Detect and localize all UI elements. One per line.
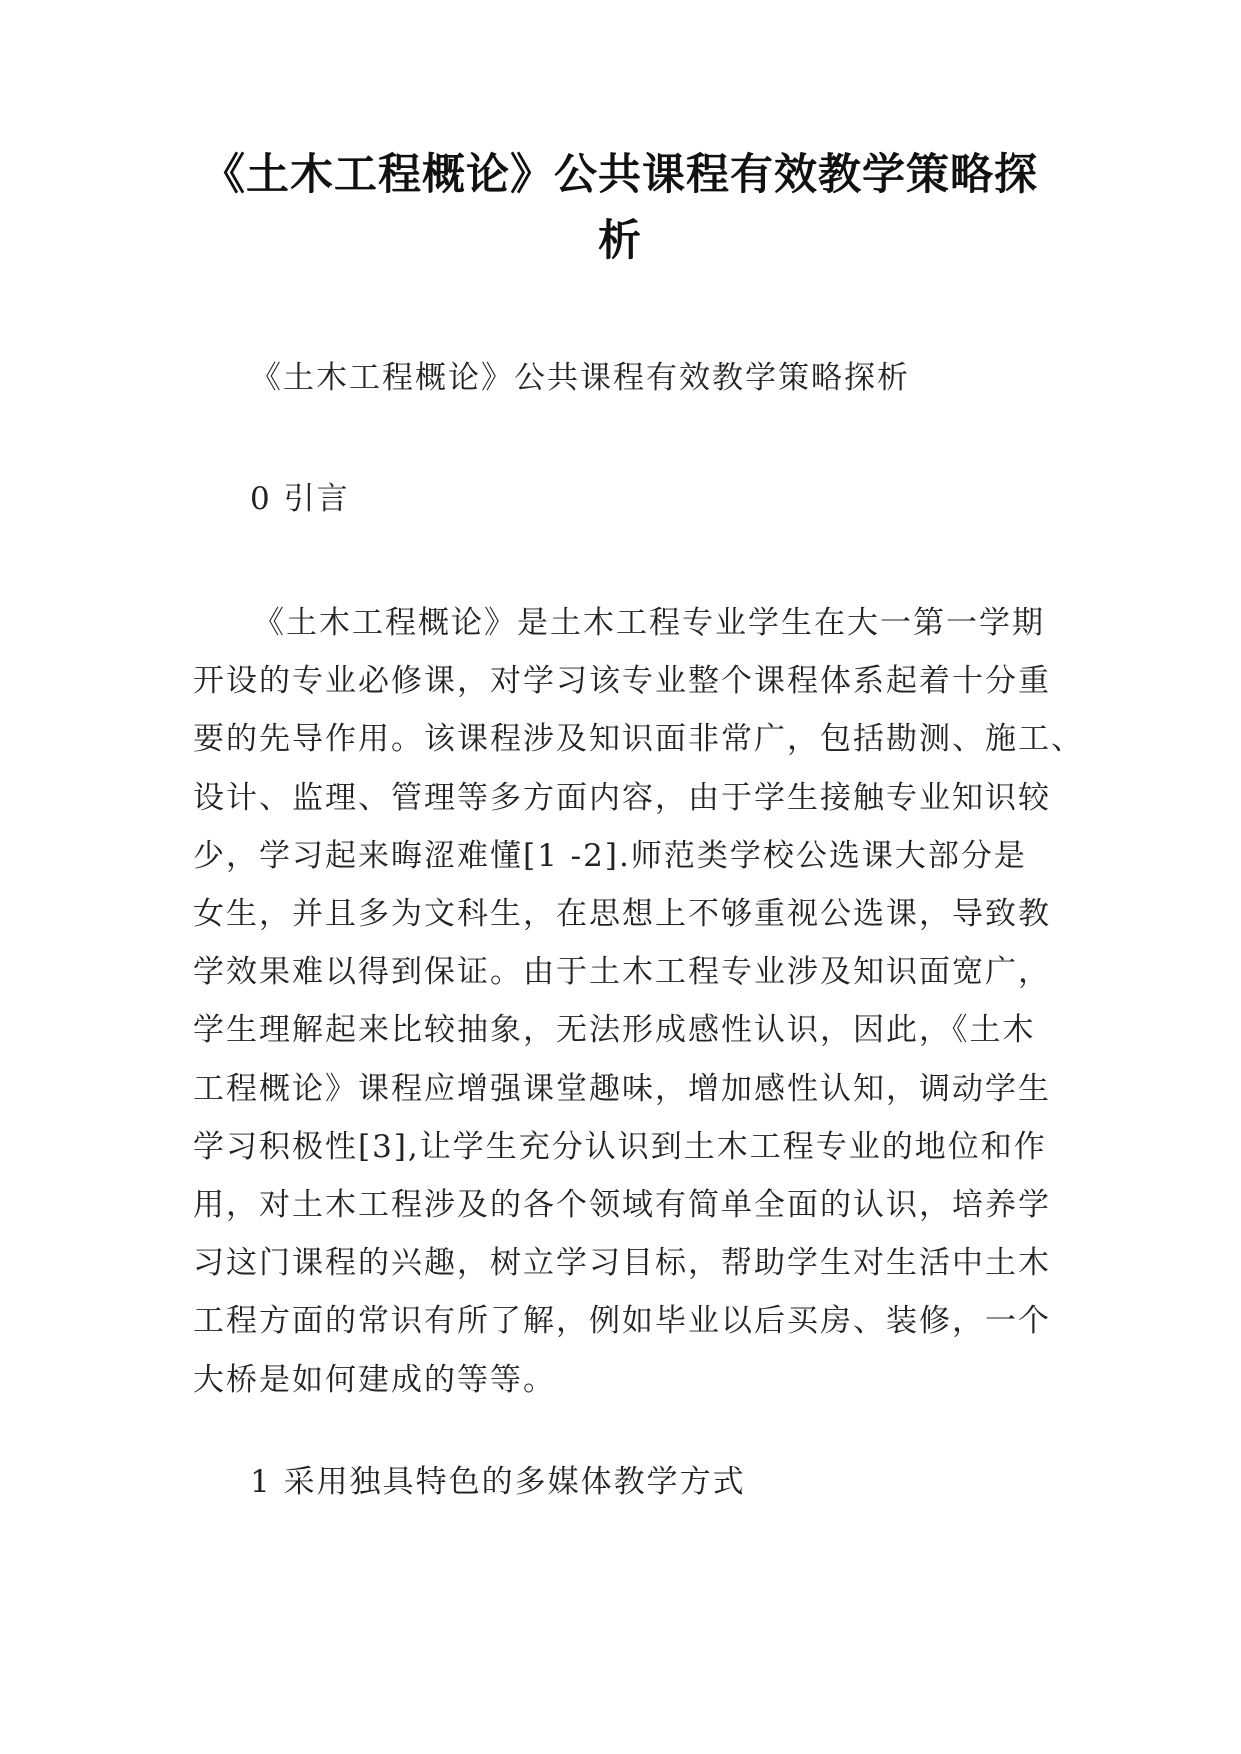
paragraph-line: 工程方面的常识有所了解，例如毕业以后买房、装修，一个 bbox=[193, 1303, 1051, 1340]
section-heading-introduction: 0 引言 bbox=[250, 481, 350, 517]
paragraph-line: 学生理解起来比较抽象，无法形成感性认识，因此，《土木 bbox=[193, 1012, 1036, 1049]
section-heading-multimedia-teaching: 1 采用独具特色的多媒体教学方式 bbox=[250, 1464, 746, 1500]
paragraph-line: 少，学习起来晦涩难懂[1 -2].师范类学校公选课大部分是 bbox=[193, 837, 1027, 874]
document-title-line-1: 《土木工程概论》公共课程有效教学策略探 bbox=[202, 150, 1038, 200]
paragraph-line: 开设的专业必修课，对学习该专业整个课程体系起着十分重 bbox=[193, 663, 1051, 700]
paragraph-line: 大桥是如何建成的等等。 bbox=[193, 1361, 556, 1398]
paragraph-line: 设计、监理、管理等多方面内容，由于学生接触专业知识较 bbox=[193, 779, 1051, 816]
document-title bbox=[170, 142, 1070, 274]
paragraph-line: 用，对土木工程涉及的各个领域有简单全面的认识，培养学 bbox=[193, 1187, 1051, 1224]
paragraph-line: 习这门课程的兴趣，树立学习目标，帮助学生对生活中土木 bbox=[193, 1245, 1051, 1282]
paragraph-line: 工程概论》课程应增强课堂趣味，增加感性认知，调动学生 bbox=[193, 1070, 1051, 1107]
paragraph-line: 要的先导作用。该课程涉及知识面非常广，包括勘测、施工、 bbox=[193, 721, 1084, 758]
paragraph-line: 学效果难以得到保证。由于土木工程专业涉及知识面宽广， bbox=[193, 954, 1051, 991]
document-subtitle: 《土木工程概论》公共课程有效教学策略探析 bbox=[250, 360, 910, 396]
introduction-paragraph bbox=[193, 594, 1084, 1409]
document-title-line-2: 析 bbox=[598, 216, 642, 266]
paragraph-line: 女生，并且多为文科生，在思想上不够重视公选课，导致教 bbox=[193, 896, 1051, 933]
paragraph-line: 《土木工程概论》是土木工程专业学生在大一第一学期 bbox=[253, 605, 1045, 641]
paragraph-line: 学习积极性[3],让学生充分认识到土木工程专业的地位和作 bbox=[193, 1128, 1047, 1165]
